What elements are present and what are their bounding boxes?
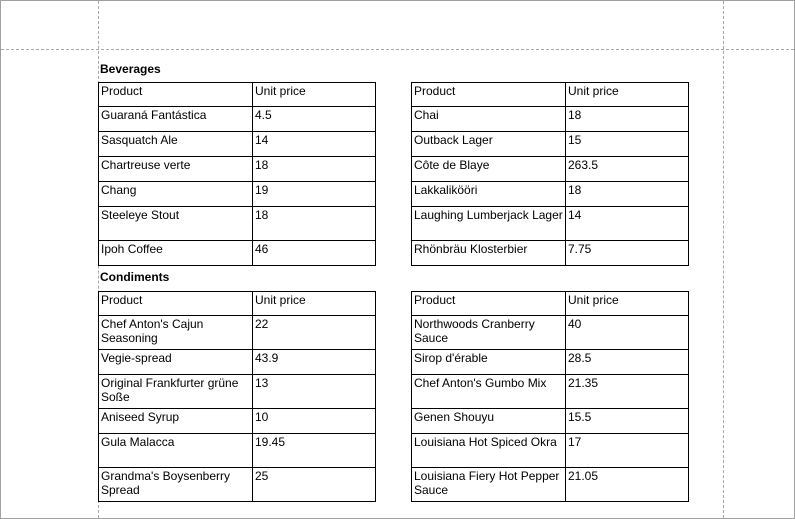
price-cell: 14 xyxy=(566,207,689,241)
table-row xyxy=(412,375,689,409)
price-cell: 21.35 xyxy=(566,375,689,409)
right-margin-guide xyxy=(723,1,724,518)
price-cell: 18 xyxy=(566,107,689,132)
product-cell: Steeleye Stout xyxy=(99,207,253,241)
price-cell: 15 xyxy=(566,132,689,157)
product-cell: Chang xyxy=(99,182,253,207)
product-cell: Laughing Lumberjack Lager xyxy=(412,207,566,241)
product-cell: Aniseed Syrup xyxy=(99,409,253,434)
price-cell: 14 xyxy=(253,132,376,157)
table-row xyxy=(412,182,689,207)
condiments-table-right xyxy=(411,291,689,502)
product-cell: Grandma's Boysenberry Spread xyxy=(99,468,253,502)
table-row xyxy=(412,107,689,132)
price-cell: 22 xyxy=(253,316,376,350)
table-row xyxy=(99,207,376,241)
table-row xyxy=(99,316,376,350)
table-row xyxy=(412,350,689,375)
beverages-table-left xyxy=(98,82,376,266)
price-header: Unit price xyxy=(253,292,376,316)
condiments-table-left xyxy=(98,291,376,502)
product-cell: Côte de Blaye xyxy=(412,157,566,182)
table-row xyxy=(412,468,689,502)
product-cell: Outback Lager xyxy=(412,132,566,157)
product-header: Product xyxy=(412,83,566,107)
price-cell: 25 xyxy=(253,468,376,502)
price-header: Unit price xyxy=(253,83,376,107)
price-cell: 18 xyxy=(566,182,689,207)
table-row xyxy=(99,409,376,434)
product-cell: Sasquatch Ale xyxy=(99,132,253,157)
table-row xyxy=(99,468,376,502)
price-cell: 18 xyxy=(253,207,376,241)
price-cell: 13 xyxy=(253,375,376,409)
price-cell: 4.5 xyxy=(253,107,376,132)
table-row xyxy=(99,182,376,207)
price-header: Unit price xyxy=(566,292,689,316)
table-row xyxy=(99,375,376,409)
product-cell: Vegie-spread xyxy=(99,350,253,375)
category-title-beverages: Beverages xyxy=(100,62,161,76)
top-margin-guide xyxy=(1,49,794,50)
product-cell: Chef Anton's Gumbo Mix xyxy=(412,375,566,409)
price-cell: 19 xyxy=(253,182,376,207)
table-row xyxy=(412,241,689,266)
table-row xyxy=(99,157,376,182)
product-cell: Sirop d'érable xyxy=(412,350,566,375)
product-cell: Chef Anton's Cajun Seasoning xyxy=(99,316,253,350)
price-cell: 17 xyxy=(566,434,689,468)
table-row xyxy=(412,409,689,434)
table-header-row xyxy=(412,292,689,316)
table-header-row xyxy=(412,83,689,107)
price-cell: 15.5 xyxy=(566,409,689,434)
product-cell: Chartreuse verte xyxy=(99,157,253,182)
product-cell: Louisiana Hot Spiced Okra xyxy=(412,434,566,468)
table-row xyxy=(412,316,689,350)
product-cell: Gula Malacca xyxy=(99,434,253,468)
product-cell: Chai xyxy=(412,107,566,132)
price-header: Unit price xyxy=(566,83,689,107)
table-row xyxy=(99,107,376,132)
table-row xyxy=(99,350,376,375)
price-cell: 10 xyxy=(253,409,376,434)
product-cell: Louisiana Fiery Hot Pepper Sauce xyxy=(412,468,566,502)
product-cell: Northwoods Cranberry Sauce xyxy=(412,316,566,350)
beverages-table-right xyxy=(411,82,689,266)
price-cell: 46 xyxy=(253,241,376,266)
table-row xyxy=(412,434,689,468)
price-cell: 263.5 xyxy=(566,157,689,182)
table-row xyxy=(412,132,689,157)
table-header-row xyxy=(99,292,376,316)
price-cell: 43.9 xyxy=(253,350,376,375)
price-cell: 18 xyxy=(253,157,376,182)
product-header: Product xyxy=(99,292,253,316)
table-row xyxy=(412,157,689,182)
table-row xyxy=(99,132,376,157)
table-row xyxy=(99,434,376,468)
price-cell: 21.05 xyxy=(566,468,689,502)
table-header-row xyxy=(99,83,376,107)
category-title-condiments: Condiments xyxy=(100,270,170,284)
product-cell: Lakkalikööri xyxy=(412,182,566,207)
product-cell: Guaraná Fantástica xyxy=(99,107,253,132)
price-cell: 7.75 xyxy=(566,241,689,266)
table-row xyxy=(99,241,376,266)
price-cell: 28.5 xyxy=(566,350,689,375)
product-header: Product xyxy=(99,83,253,107)
table-row xyxy=(412,207,689,241)
product-cell: Rhönbräu Klosterbier xyxy=(412,241,566,266)
product-header: Product xyxy=(412,292,566,316)
product-cell: Original Frankfurter grüne Soße xyxy=(99,375,253,409)
price-cell: 19.45 xyxy=(253,434,376,468)
product-cell: Ipoh Coffee xyxy=(99,241,253,266)
product-cell: Genen Shouyu xyxy=(412,409,566,434)
price-cell: 40 xyxy=(566,316,689,350)
